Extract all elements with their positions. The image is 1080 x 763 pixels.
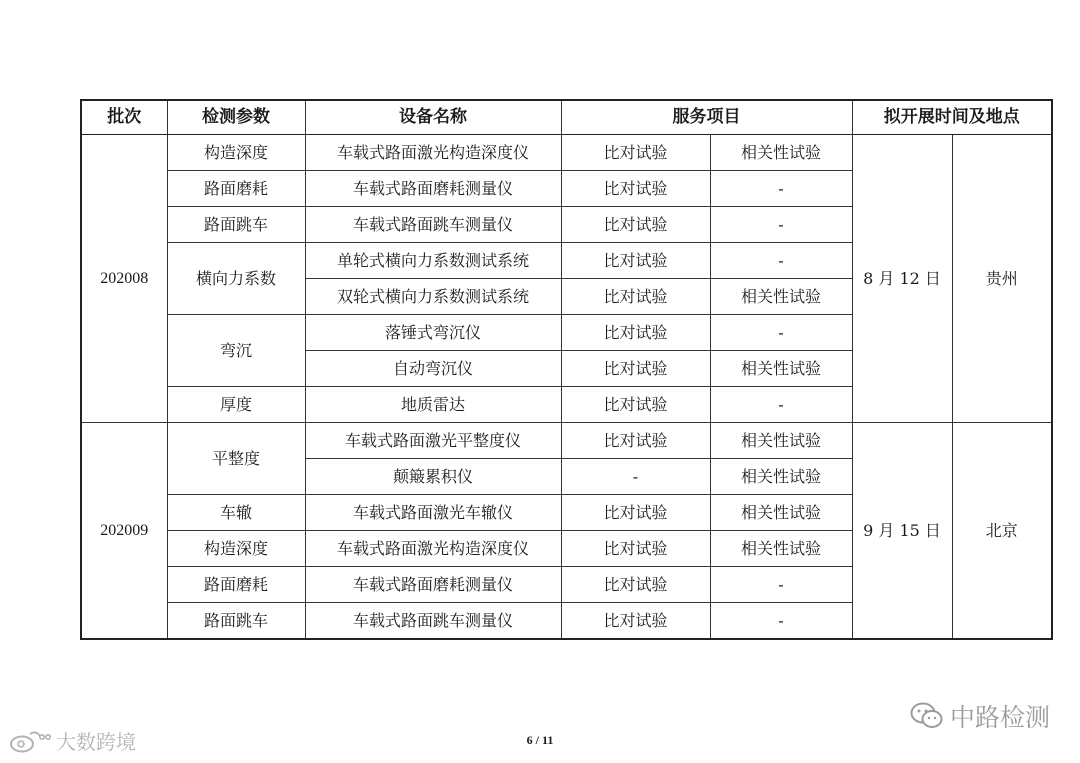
page-number: 6 / 11 — [526, 733, 554, 747]
service-correlation-cell: - — [710, 603, 852, 640]
device-cell: 车载式路面激光构造深度仪 — [305, 531, 561, 567]
device-cell: 单轮式横向力系数测试系统 — [305, 243, 561, 279]
parameter-cell: 路面磨耗 — [167, 567, 305, 603]
service-correlation-cell: - — [710, 315, 852, 351]
batch-cell: 202009 — [81, 423, 167, 640]
location-cell: 贵州 — [952, 135, 1052, 423]
service-comparison-cell: 比对试验 — [561, 423, 710, 459]
device-cell: 双轮式横向力系数测试系统 — [305, 279, 561, 315]
header-batch: 批次 — [81, 100, 167, 135]
service-correlation-cell: - — [710, 387, 852, 423]
parameter-cell: 路面跳车 — [167, 603, 305, 640]
service-comparison-cell: - — [561, 459, 710, 495]
device-cell: 车载式路面磨耗测量仪 — [305, 171, 561, 207]
watermark-right — [910, 698, 1050, 734]
service-correlation-cell: 相关性试验 — [710, 531, 852, 567]
table-row — [81, 135, 1052, 171]
header-service-items: 服务项目 — [561, 100, 852, 135]
service-comparison-cell: 比对试验 — [561, 567, 710, 603]
header-parameter: 检测参数 — [167, 100, 305, 135]
date-cell: 9 月 15 日 — [852, 423, 952, 640]
device-cell: 落锤式弯沉仪 — [305, 315, 561, 351]
date-cell: 8 月 12 日 — [852, 135, 952, 423]
parameter-cell: 横向力系数 — [167, 243, 305, 315]
service-comparison-cell: 比对试验 — [561, 315, 710, 351]
device-cell: 颠簸累积仪 — [305, 459, 561, 495]
weibo-icon — [8, 728, 52, 754]
device-cell: 车载式路面跳车测量仪 — [305, 207, 561, 243]
service-correlation-cell: 相关性试验 — [710, 495, 852, 531]
parameter-cell: 厚度 — [167, 387, 305, 423]
service-comparison-cell: 比对试验 — [561, 603, 710, 640]
parameter-cell: 弯沉 — [167, 315, 305, 387]
device-cell: 车载式路面磨耗测量仪 — [305, 567, 561, 603]
parameter-cell: 路面跳车 — [167, 207, 305, 243]
device-cell: 车载式路面激光构造深度仪 — [305, 135, 561, 171]
watermark-left-text: 大数跨境 — [56, 730, 136, 754]
service-correlation-cell: 相关性试验 — [710, 423, 852, 459]
device-cell: 车载式路面激光车辙仪 — [305, 495, 561, 531]
service-comparison-cell: 比对试验 — [561, 495, 710, 531]
table-row — [81, 423, 1052, 459]
parameter-cell: 平整度 — [167, 423, 305, 495]
service-correlation-cell: - — [710, 567, 852, 603]
service-comparison-cell: 比对试验 — [561, 387, 710, 423]
device-cell: 车载式路面跳车测量仪 — [305, 603, 561, 640]
service-comparison-cell: 比对试验 — [561, 351, 710, 387]
service-correlation-cell: 相关性试验 — [710, 135, 852, 171]
service-correlation-cell: 相关性试验 — [710, 351, 852, 387]
parameter-cell: 构造深度 — [167, 135, 305, 171]
service-correlation-cell: - — [710, 207, 852, 243]
table-header-row — [81, 100, 1052, 135]
header-time-location: 拟开展时间及地点 — [852, 100, 1052, 135]
service-comparison-cell: 比对试验 — [561, 243, 710, 279]
service-comparison-cell: 比对试验 — [561, 207, 710, 243]
service-correlation-cell: 相关性试验 — [710, 459, 852, 495]
device-cell: 地质雷达 — [305, 387, 561, 423]
service-correlation-cell: - — [710, 243, 852, 279]
service-comparison-cell: 比对试验 — [561, 135, 710, 171]
watermark-right-text: 中路检测 — [949, 703, 1050, 732]
batch-cell: 202008 — [81, 135, 167, 423]
service-comparison-cell: 比对试验 — [561, 171, 710, 207]
location-cell: 北京 — [952, 423, 1052, 640]
header-device-name: 设备名称 — [305, 100, 561, 135]
parameter-cell: 构造深度 — [167, 531, 305, 567]
parameter-cell: 车辙 — [167, 495, 305, 531]
wechat-icon — [910, 701, 944, 731]
service-correlation-cell: - — [710, 171, 852, 207]
device-cell: 自动弯沉仪 — [305, 351, 561, 387]
parameter-cell: 路面磨耗 — [167, 171, 305, 207]
watermark-left — [8, 726, 136, 755]
service-comparison-cell: 比对试验 — [561, 279, 710, 315]
device-cell: 车载式路面激光平整度仪 — [305, 423, 561, 459]
service-comparison-cell: 比对试验 — [561, 531, 710, 567]
service-schedule-table — [80, 99, 1053, 640]
service-correlation-cell: 相关性试验 — [710, 279, 852, 315]
